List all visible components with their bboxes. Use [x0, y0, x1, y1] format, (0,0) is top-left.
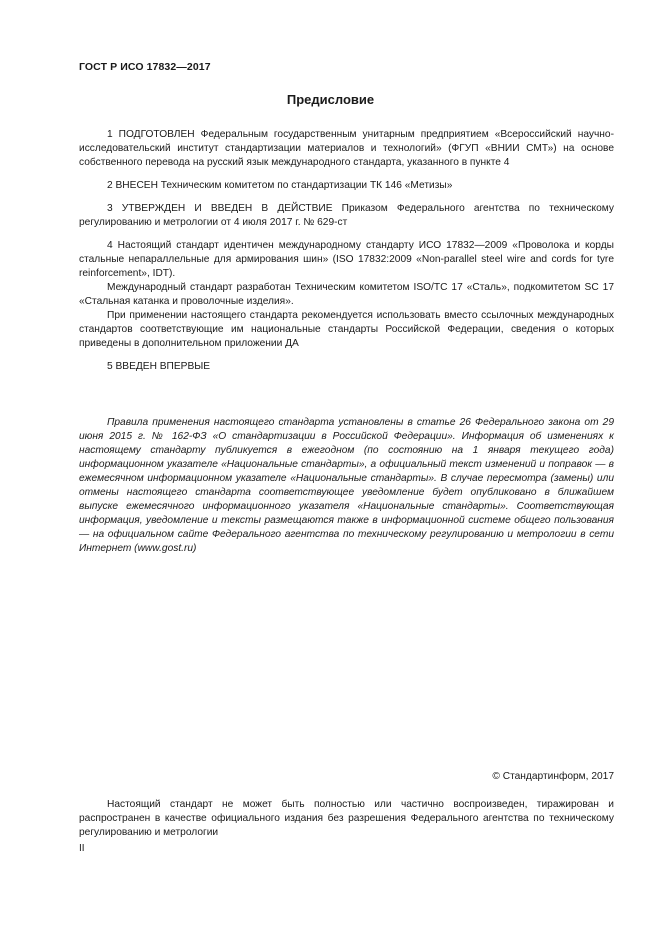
application-notice: Правила применения настоящего стандарта установлены в статье 26 Федерального закона от 29 июня 2015 г. № 162-ФЗ «О стандартизации в Российской Федерации». Информация об изменениях к настоящему стандарту публикуется в ежегодном (по состоянию на 1 января текущего года) информационном указателе «Национальные стандарты», а официальный текст изменений и поправок — в ежемесячном информационном указателе «Национальные стандарты». В случае пересмотра (замены) или отмены настоящего стандарта соответствующее уведомление будет опубликовано в ближайшем выпуске ежемесячного информационного указателя «Национальные стандарты». Соответствующая информация, уведомление и тексты размещаются также в информационной системе общего пользования — на официальном сайте Федерального агентства по техническому регулированию и метрологии в сети Интернет (www.gost.ru) [79, 417, 614, 554]
paragraph-2: 2 ВНЕСЕН Техническим комитетом по стандартизации ТК 146 «Метизы» [107, 180, 453, 191]
paragraph-4-references: При применении настоящего стандарта рекомендуется использовать вместо ссылочных международных стандартов соответствующие им национальные стандарты Российской Федерации, сведения о которых приведены в дополнительном приложении ДА [79, 310, 614, 349]
page-number: II [79, 843, 85, 854]
paragraph-3: 3 УТВЕРЖДЕН И ВВЕДЕН В ДЕЙСТВИЕ Приказом Федерального агентства по техническому регулированию и метрологии от 4 июля 2017 г. № 629-ст [79, 203, 614, 228]
paragraph-5: 5 ВВЕДЕН ВПЕРВЫЕ [107, 361, 211, 372]
paragraph-4: 4 Настоящий стандарт идентичен международному стандарту ИСО 17832—2009 «Проволока и корды стальные непараллельные для армирования шин» (ISO 17832:2009 «Non-parallel steel wire and cords for tyre reinforcement», IDT). [79, 240, 614, 279]
reproduction-notice: Настоящий стандарт не может быть полностью или частично воспроизведен, тиражирован и распространен в качестве официального издания без разрешения Федерального агентства по техническому регулированию и метрологии [79, 799, 614, 838]
page-title: Предисловие [286, 92, 375, 107]
paragraph-4-committee: Международный стандарт разработан Техническим комитетом ISO/TC 17 «Сталь», подкомитетом SC 17 «Стальная катанка и проволочные изделия». [79, 282, 614, 307]
foreword-body [79, 128, 614, 374]
copyright-line: © Стандартинформ, 2017 [492, 771, 614, 782]
standard-code-header: ГОСТ Р ИСО 17832—2017 [79, 61, 211, 73]
paragraph-1: 1 ПОДГОТОВЛЕН Федеральным государственным унитарным предприятием «Всероссийский научно-исследовательский институт стандартизации материалов и технологий» (ФГУП «ВНИИ СМТ») на основе собственного перевода на русский язык международного стандарта, указанного в пункте 4 [79, 129, 614, 168]
